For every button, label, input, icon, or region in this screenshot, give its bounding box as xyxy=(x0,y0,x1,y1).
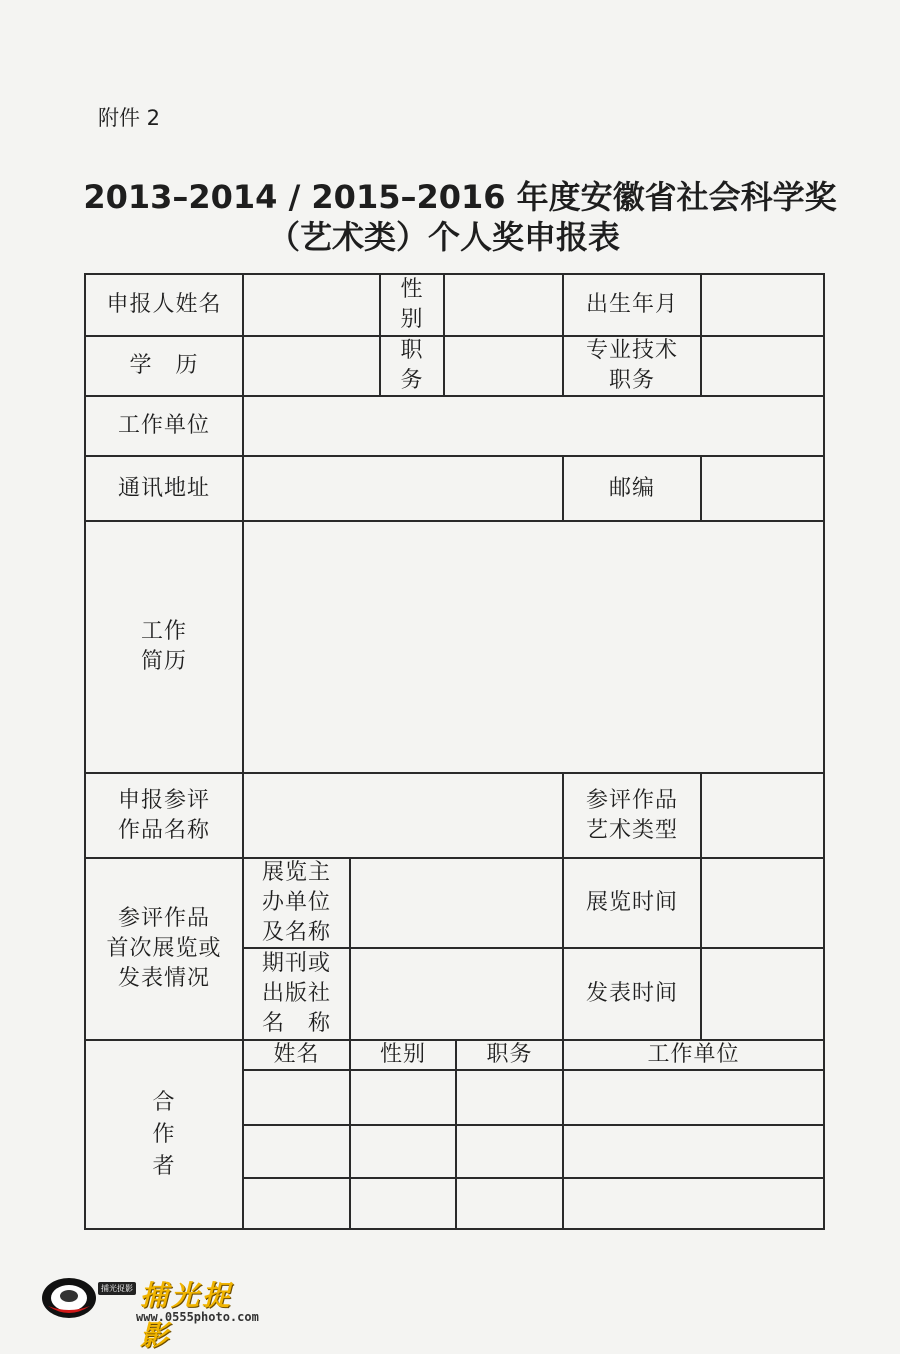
first-show-label: 参评作品 首次展览或 发表情况 xyxy=(106,906,222,991)
col-header-name: 姓名 xyxy=(273,1042,320,1067)
gender-label: 性 别 xyxy=(400,277,424,332)
collaborator-3-position[interactable] xyxy=(456,1178,563,1229)
birth-field[interactable] xyxy=(701,274,824,336)
address-field[interactable] xyxy=(243,456,563,521)
position-label: 职 务 xyxy=(400,338,424,393)
watermark-logo xyxy=(40,1268,259,1352)
collaborator-2-gender[interactable] xyxy=(350,1125,456,1178)
col-header-unit: 工作单位 xyxy=(647,1042,740,1067)
tech-title-label: 专业技术 职务 xyxy=(585,338,678,393)
collaborator-1-position[interactable] xyxy=(456,1070,563,1125)
col-header-gender: 性别 xyxy=(379,1042,426,1067)
col-header-position: 职务 xyxy=(486,1042,533,1067)
tech-title-field[interactable] xyxy=(701,336,824,396)
form-title-line-1: 2013–2014 / 2015–2016 年度安徽省社会科学奖 xyxy=(83,178,837,216)
collaborator-2-name[interactable] xyxy=(243,1125,350,1178)
education-label: 学 历 xyxy=(129,353,199,378)
education-field[interactable] xyxy=(243,336,380,396)
resume-label: 工作 简历 xyxy=(140,619,187,674)
collaborator-1-unit[interactable] xyxy=(563,1070,824,1125)
collaborators-label: 合 作 者 xyxy=(152,1089,176,1179)
work-unit-label: 工作单位 xyxy=(117,413,210,438)
position-field[interactable] xyxy=(444,336,563,396)
watermark-small-label: 捕光捉影 xyxy=(98,1282,136,1295)
work-name-label: 申报参评 作品名称 xyxy=(117,787,210,843)
exhibit-time-label: 展览时间 xyxy=(585,890,678,915)
form-title-line-2: （艺术类）个人奖申报表 xyxy=(267,218,620,256)
applicant-name-field[interactable] xyxy=(243,274,380,336)
collaborator-2-unit[interactable] xyxy=(563,1125,824,1178)
collaborator-3-unit[interactable] xyxy=(563,1178,824,1229)
birth-label: 出生年月 xyxy=(585,292,678,317)
watermark-brand: 捕光捉影 xyxy=(140,1279,234,1352)
postcode-label: 邮编 xyxy=(608,475,655,501)
watermark-url: www.0555photo.com xyxy=(136,1310,259,1324)
exhibit-org-field[interactable] xyxy=(350,858,563,948)
applicant-name-label: 申报人姓名 xyxy=(106,292,222,317)
address-label: 通讯地址 xyxy=(117,475,210,501)
attachment-label: 附件 2 xyxy=(98,106,161,130)
collaborator-1-name[interactable] xyxy=(243,1070,350,1125)
art-type-label: 参评作品 艺术类型 xyxy=(585,787,678,843)
exhibit-time-field[interactable] xyxy=(701,858,824,948)
gender-field[interactable] xyxy=(444,274,563,336)
collaborator-1-gender[interactable] xyxy=(350,1070,456,1125)
postcode-field[interactable] xyxy=(701,456,824,521)
publish-time-label: 发表时间 xyxy=(585,981,678,1006)
art-type-field[interactable] xyxy=(701,773,824,858)
collaborator-3-gender[interactable] xyxy=(350,1178,456,1229)
publisher-label: 期刊或 出版社 名 称 xyxy=(261,951,331,1036)
work-name-field[interactable] xyxy=(243,773,563,858)
resume-field[interactable] xyxy=(243,521,824,773)
camera-lens-icon xyxy=(40,1276,98,1320)
collaborator-3-name[interactable] xyxy=(243,1178,350,1229)
collaborator-2-position[interactable] xyxy=(456,1125,563,1178)
work-unit-field[interactable] xyxy=(243,396,824,456)
publisher-field[interactable] xyxy=(350,948,563,1040)
publish-time-field[interactable] xyxy=(701,948,824,1040)
exhibit-org-label: 展览主 办单位 及名称 xyxy=(261,860,331,945)
